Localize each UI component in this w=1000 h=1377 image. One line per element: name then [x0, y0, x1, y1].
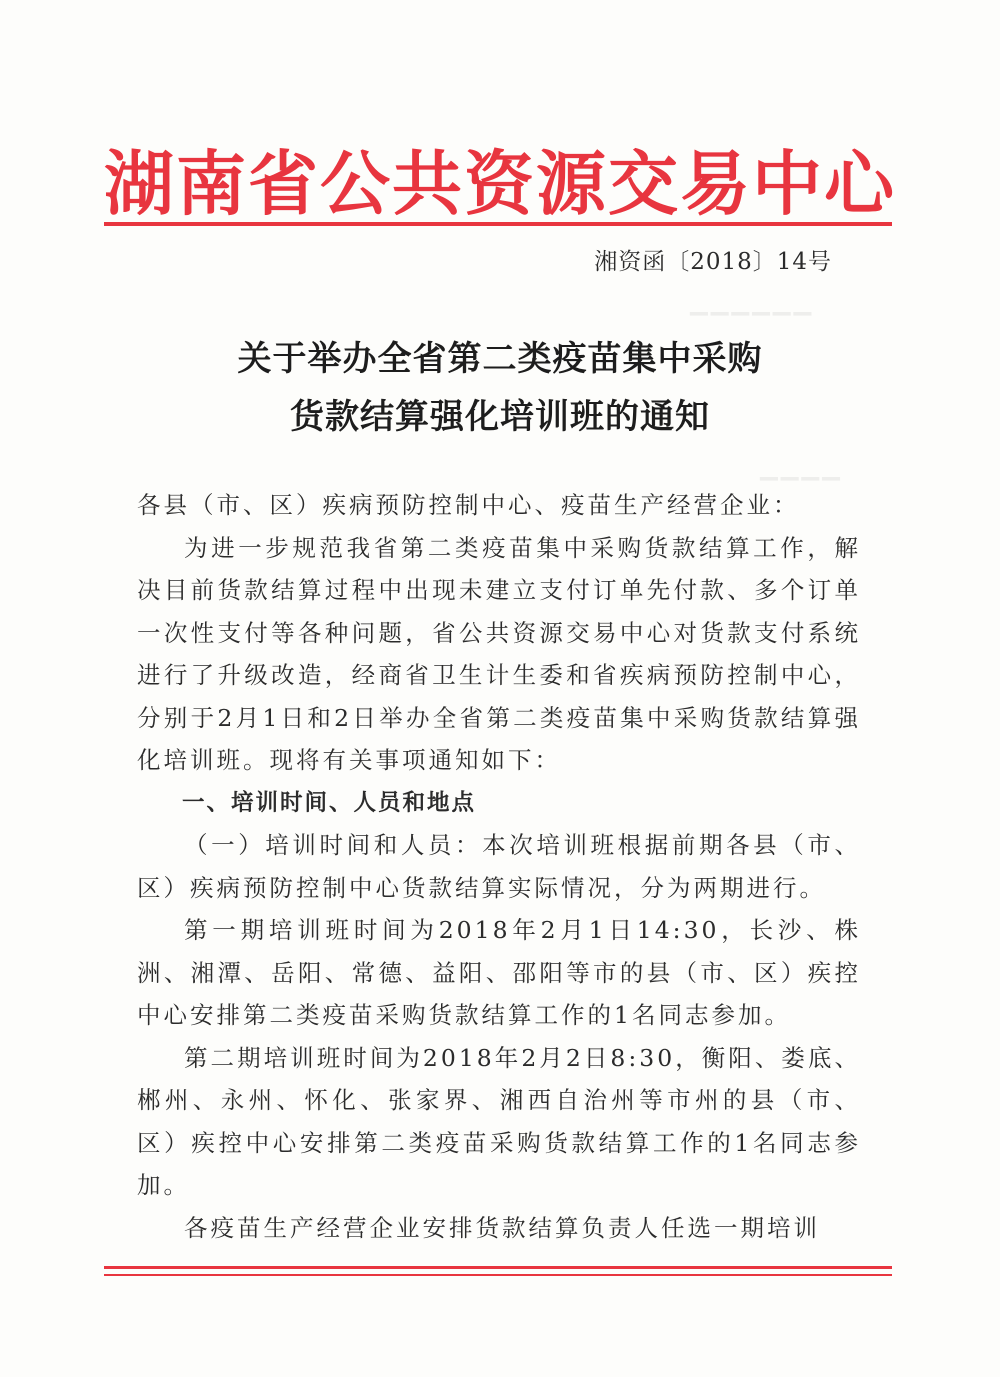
salutation: 各县（市、区）疾病预防控制中心、疫苗生产经营企业：	[137, 491, 800, 519]
footer-divider-thin	[104, 1274, 892, 1276]
bleed-through-decoration: ▁▁▁▁	[760, 455, 843, 481]
letterhead-divider	[104, 222, 892, 226]
paragraph-enterprises: 各疫苗生产经营企业安排货款结算负责人任选一期培训	[184, 1213, 820, 1242]
bleed-through-decoration: ▁▁▁▁▁▁	[690, 290, 815, 316]
title-line-1: 关于举办全省第二类疫苗集中采购	[237, 339, 763, 379]
org-letterhead: 湖南省公共资源交易中心	[104, 143, 896, 225]
section-heading: 一、培训时间、人员和地点	[182, 789, 477, 816]
document-body	[137, 484, 861, 1249]
paragraph-intro: 为进一步规范我省第二类疫苗集中采购货款结算工作，解决目前货款结算过程中出现未建立支付订单先付款、多个订单一次性支付等各种问题，省公共资源交易中心对货款支付系统进行了升级改造，经商省卫生计生委和省疾病预防控制中心，分别于2月1日和2日举办全省第二类疫苗集中采购货款结算强化培训班。现将有关事项通知如下：	[137, 533, 861, 774]
title-line-2: 货款结算强化培训班的通知	[290, 397, 710, 437]
document-title	[0, 330, 1000, 446]
paragraph-first-session: 第一期培训班时间为2018年2月1日14:30，长沙、株洲、湘潭、岳阳、常德、益阳、邵阳等市的县（市、区）疾控中心安排第二类疫苗采购货款结算工作的1名同志参加。	[137, 916, 861, 1029]
paragraph-second-session: 第二期培训班时间为2018年2月2日8:30，衡阳、娄底、郴州、永州、怀化、张家界、湘西自治州等市州的县（市、区）疾控中心安排第二类疫苗采购货款结算工作的1名同志参加。	[137, 1043, 861, 1199]
document-number: 湘资函〔2018〕14号	[594, 249, 832, 275]
footer-divider-thick	[104, 1266, 892, 1269]
paragraph-training-time: （一）培训时间和人员：本次培训班根据前期各县（市、区）疾病预防控制中心货款结算实际情况，分为两期进行。	[137, 831, 861, 902]
